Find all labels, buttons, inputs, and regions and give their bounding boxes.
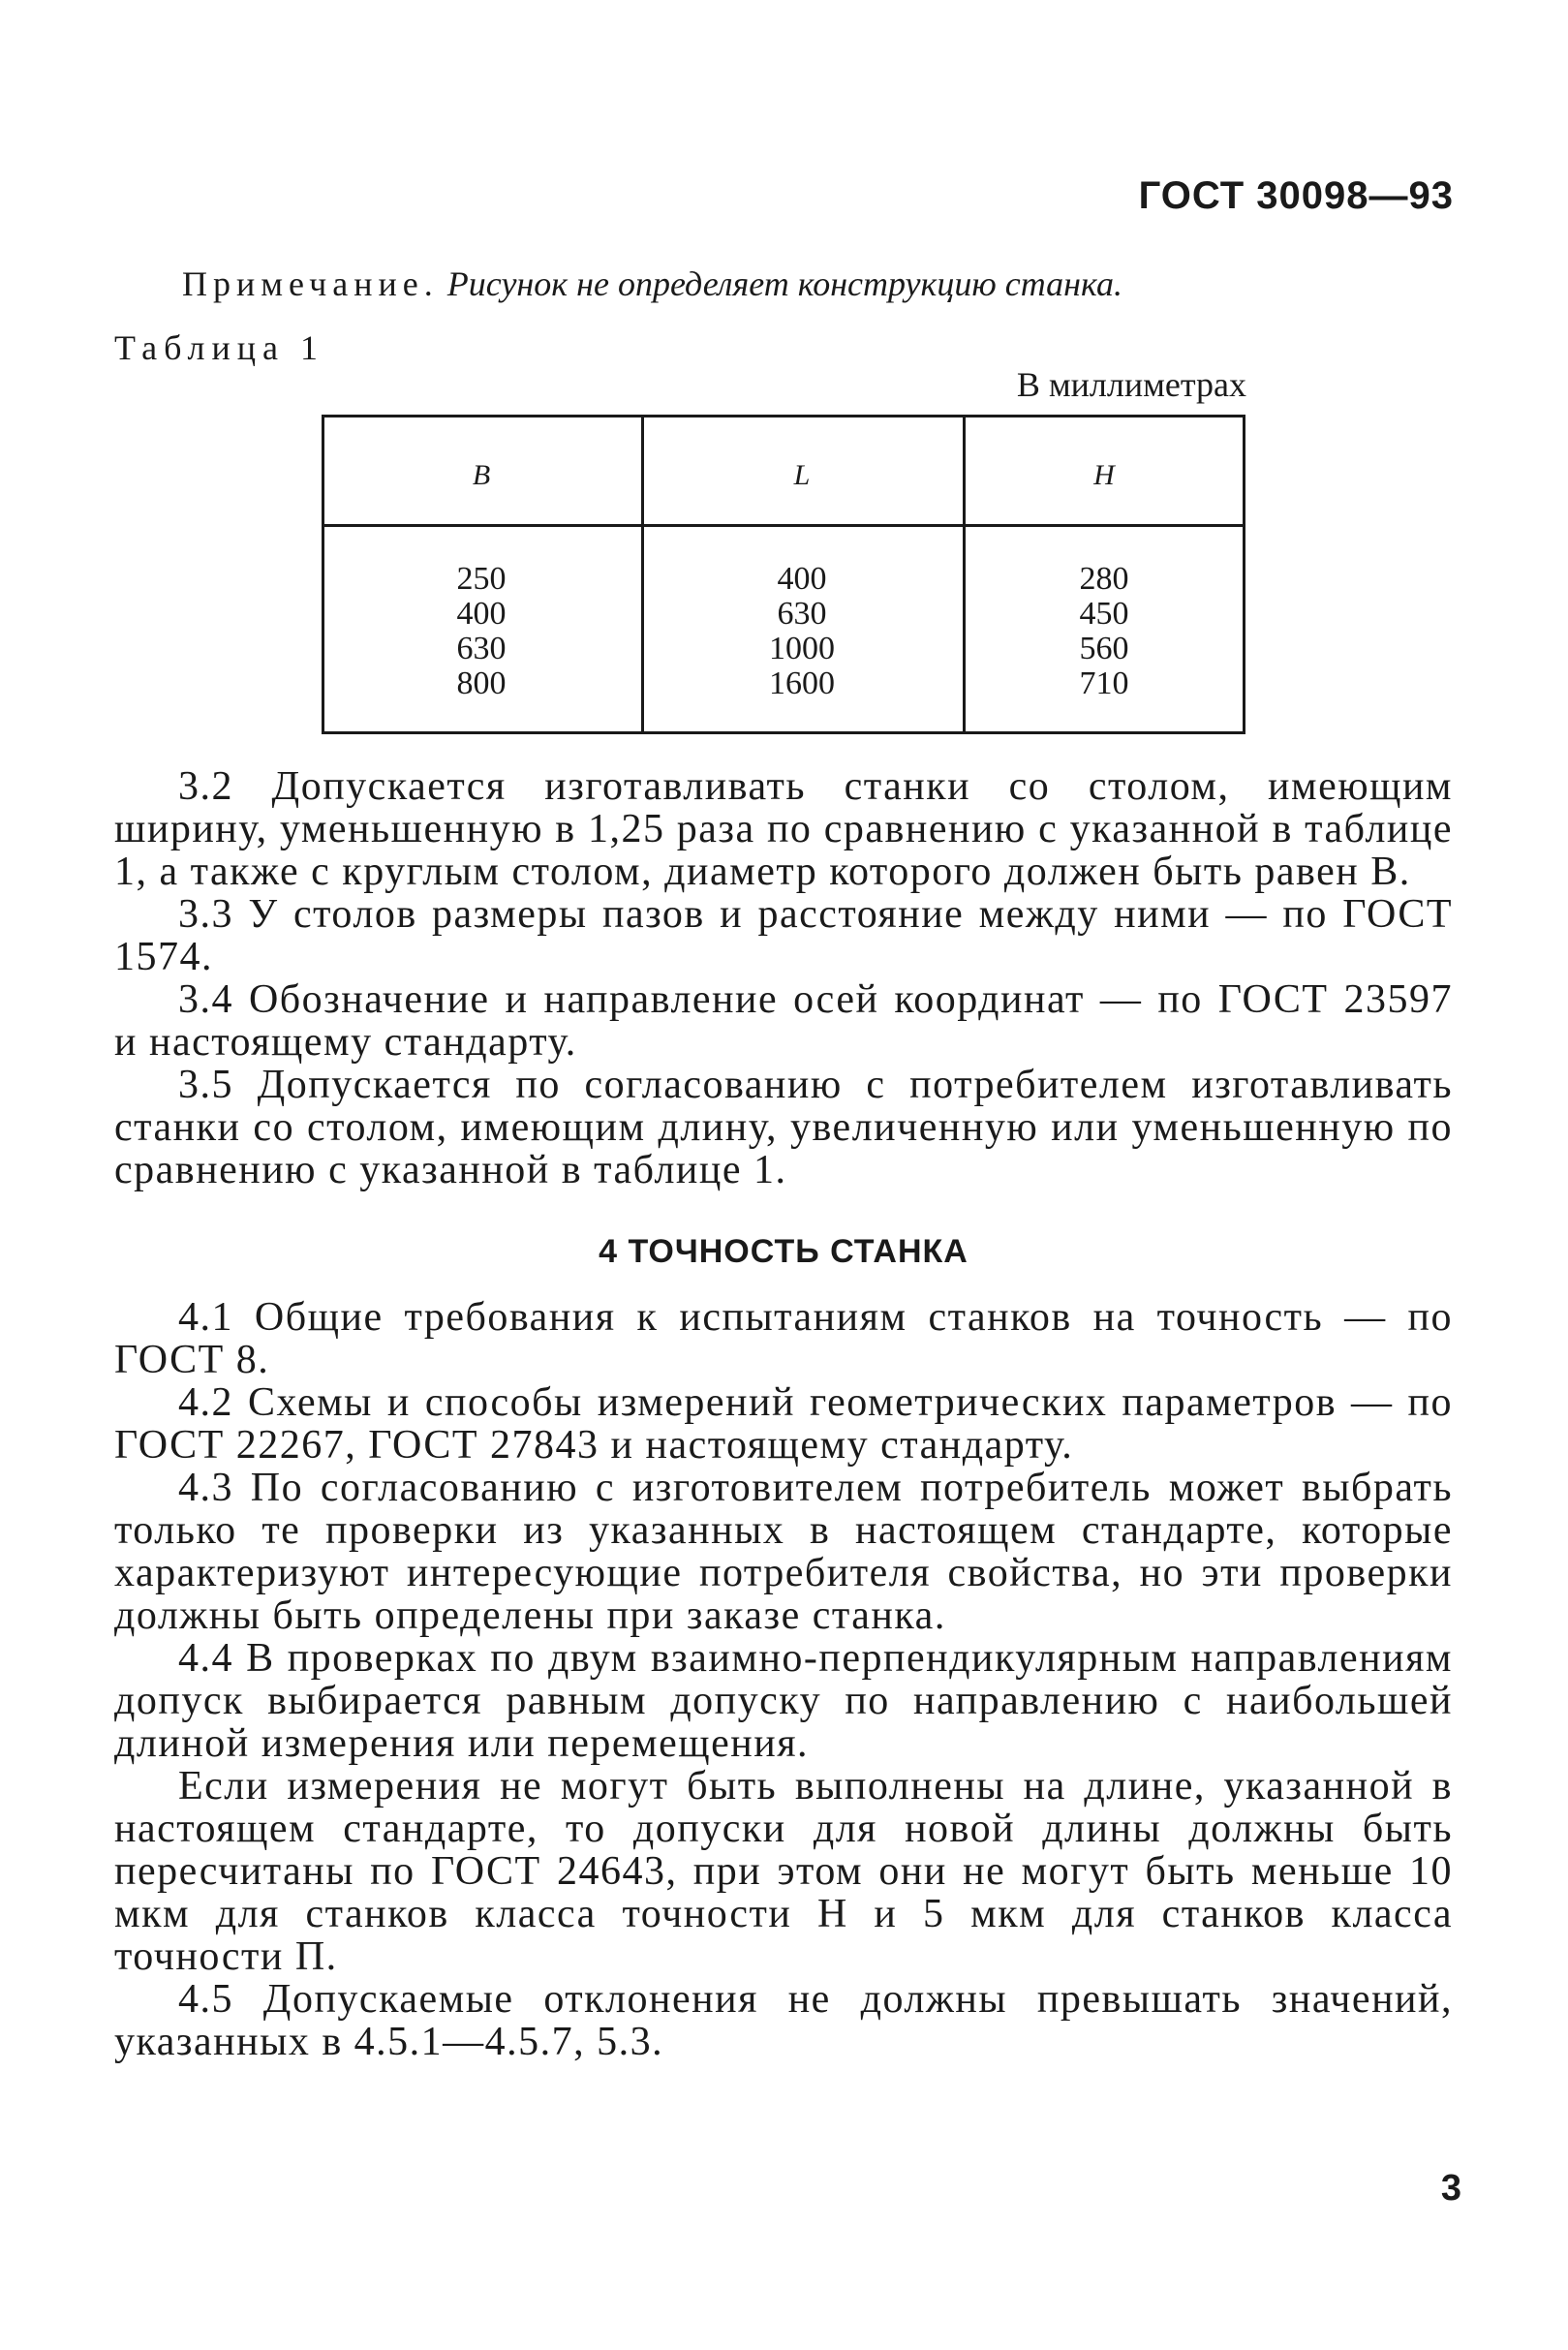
table-cell: 280 xyxy=(1079,561,1129,597)
main-text xyxy=(114,765,1453,2063)
paragraph-3-4: 3.4 Обозначение и направление осей координат — по ГОСТ 23597 и настоящему стандарту. xyxy=(114,977,1453,1065)
table-cell: 1600 xyxy=(769,665,835,701)
table-cell: 1000 xyxy=(769,631,835,666)
table-header-l: L xyxy=(793,459,811,491)
paragraph-3-2: 3.2 Допускается изготавливать станки со столом, имеющим ширину, уменьшенную в 1,25 раза по сравнению с указанной в таблице 1, а также с круглым столом, диаметр которого должен быть равен B. xyxy=(114,764,1453,894)
table-column-l xyxy=(641,562,963,701)
table-top-rule xyxy=(322,415,1245,417)
paragraph-4-3: 4.3 По согласованию с изготовителем потребитель может выбрать только те проверки из указанных в настоящем стандарте, которые характеризуют интересующие потребителя свойства, но эти проверки должны быть определены при заказе станка. xyxy=(114,1466,1453,1638)
table-column-b xyxy=(322,562,641,701)
table-cell: 630 xyxy=(456,631,507,666)
table-cell: 450 xyxy=(1079,596,1129,632)
table-column-h xyxy=(963,562,1245,701)
dimensions-table xyxy=(322,415,1245,734)
paragraph-4-4-continued: Если измерения не могут быть выполнены на длине, указанной в настоящем стандарте, то допуски для новой длины должны быть пересчитаны по ГОСТ 24643, при этом они не могут быть меньше 10 мкм для станков класса точности Н и 5 мкм для станков класса точности П. xyxy=(114,1764,1453,1979)
paragraph-3-5: 3.5 Допускается по согласованию с потребителем изготавливать станки со столом, имеющим длину, увеличенную или уменьшенную по сравнению с указанной в таблице 1. xyxy=(114,1063,1453,1192)
table-cell: 710 xyxy=(1079,665,1129,701)
paragraph-4-1: 4.1 Общие требования к испытаниям станков на точность — по ГОСТ 8. xyxy=(114,1295,1453,1382)
table-cell: 560 xyxy=(1079,631,1129,666)
table-cell: 400 xyxy=(456,596,507,632)
table-header-h: H xyxy=(1093,459,1115,491)
table-cell: 400 xyxy=(777,561,827,597)
table-cell: 250 xyxy=(456,561,507,597)
table-header-b: B xyxy=(472,459,491,491)
note-label: Примечание. xyxy=(182,264,439,303)
page-number: 3 xyxy=(1440,2168,1461,2209)
table-header-rule xyxy=(322,524,1245,527)
paragraph-4-5: 4.5 Допускаемые отклонения не должны превышать значений, указанных в 4.5.1—4.5.7, 5.3. xyxy=(114,1977,1453,2064)
table-units: В миллиметрах xyxy=(1016,365,1246,404)
paragraph-4-2: 4.2 Схемы и способы измерений геометрических параметров — по ГОСТ 22267, ГОСТ 27843 и настоящему стандарту. xyxy=(114,1380,1453,1468)
note-text: Рисунок не определяет конструкцию станка. xyxy=(446,264,1122,303)
section-title: 4 ТОЧНОСТЬ СТАНКА xyxy=(599,1233,968,1270)
table-cell: 630 xyxy=(777,596,827,632)
table-label: Таблица 1 xyxy=(114,328,324,367)
figure-note xyxy=(182,263,1122,304)
paragraph-3-3: 3.3 У столов размеры пазов и расстояние между ними — по ГОСТ 1574. xyxy=(114,892,1453,979)
table-cell: 800 xyxy=(456,665,507,701)
document-code: ГОСТ 30098—93 xyxy=(1138,174,1454,217)
table-bottom-rule xyxy=(322,731,1245,734)
paragraph-4-4: 4.4 В проверках по двум взаимно-перпендикулярным направлениям допуск выбирается равным допуску по направлению с наибольшей длиной измерения или перемещения. xyxy=(114,1636,1453,1766)
